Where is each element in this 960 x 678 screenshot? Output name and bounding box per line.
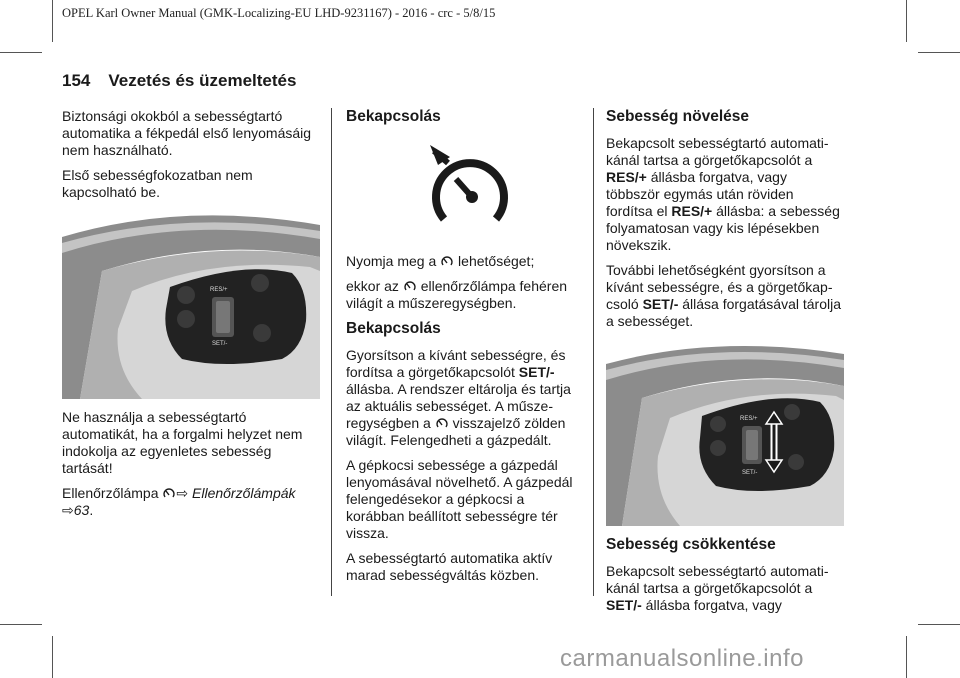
text: visszajelző zölden világít. Felengedheti a gázpedált.	[346, 415, 566, 448]
text: állása forgatásával tárolja a sebességet.	[606, 296, 842, 329]
paragraph	[346, 347, 584, 449]
paragraph: Ne használja a sebességtartó automatikát, ha a forgalmi helyzet nem indokolja az egyenletes sebesség tartását!	[62, 409, 303, 476]
text: állásba forgatva, vagy többször egymás után röviden fordítsa el	[606, 169, 794, 219]
text: Bekapcsolt sebességtartó automatikánál tartsa a görgetőkapcsolót a	[606, 563, 829, 596]
watermark: carmanualsonline.info	[560, 645, 804, 672]
header-note: OPEL Karl Owner Manual (GMK-Localizing-EU LHD-9231167) - 2016 - crc - 5/8/15	[62, 6, 496, 20]
switch-position: SET/-	[606, 597, 642, 613]
crop-mark	[906, 636, 907, 678]
page-title	[62, 71, 296, 91]
set-label: SET/-	[742, 470, 758, 476]
crop-mark	[52, 0, 53, 42]
cruise-control-icon	[403, 279, 417, 293]
switch-position: SET/-	[518, 364, 555, 380]
heading: Sebesség növelése	[606, 108, 750, 125]
cruise-control-symbol	[346, 143, 584, 243]
page-ref[interactable]: 63	[73, 502, 90, 518]
speedometer-icon	[162, 486, 176, 500]
text: állásba: a sebesség folyamatosan vagy kis lépésekben növekszik.	[606, 203, 840, 253]
text: Nyomja meg a	[346, 253, 441, 269]
text: .	[89, 502, 94, 518]
paragraph	[606, 135, 844, 254]
crop-mark	[906, 0, 907, 42]
res-label: RES/+	[740, 416, 758, 422]
text: Ellenőrzőlámpa	[62, 485, 163, 501]
page-number: 154	[62, 71, 91, 90]
column-divider	[593, 108, 594, 596]
text: Gyorsítson a kívánt sebességre, és fordítsa a görgetőkapcsolót	[346, 347, 566, 380]
column-2	[346, 108, 584, 592]
steering-wheel-switch-figure	[62, 209, 320, 399]
text: Bekapcsolt sebességtartó automatikánál tartsa a görgetőkapcsolót a	[606, 135, 829, 168]
paragraph	[346, 278, 584, 312]
crop-mark	[918, 624, 960, 625]
column-1	[62, 108, 320, 527]
text: ellenőrzőlámpa fehéren világít a műszeregységben.	[346, 278, 568, 311]
text: ekkor az	[346, 278, 403, 294]
heading: Sebesség csökkentése	[606, 536, 776, 553]
text: állásba. A rendszer eltárolja és tartja az aktuális sebességet. A műszeregységben a	[346, 381, 571, 431]
text: lehetőséget;	[454, 253, 535, 269]
switch-position: SET/-	[642, 296, 679, 312]
column-divider	[331, 108, 332, 596]
paragraph: A gépkocsi sebessége a gázpedál lenyomásával növelhető. A gázpedál felengedésekor a gépkocsi a korábban beállított sebességre tér vissza.	[346, 457, 573, 541]
text: állásba forgatva, vagy	[641, 597, 782, 613]
steering-wheel-switch-figure	[606, 340, 844, 526]
res-label: RES/+	[210, 287, 228, 293]
heading: Bekapcsolás	[346, 320, 441, 337]
paragraph	[606, 262, 844, 330]
paragraph	[346, 253, 584, 270]
cruise-control-icon	[440, 254, 454, 268]
cruise-control-icon	[435, 416, 449, 430]
crop-mark	[918, 52, 960, 53]
paragraph: Első sebességfokozatban nem kapcsolható be.	[62, 167, 253, 200]
switch-position: RES/+	[671, 203, 713, 219]
switch-position: RES/+	[606, 169, 647, 185]
crop-mark	[0, 624, 42, 625]
paragraph: Biztonsági okokból a sebességtartó automatika a fékpedál első lenyomásáig nem használható.	[62, 108, 312, 158]
crop-mark	[52, 636, 53, 678]
column-3	[606, 108, 844, 622]
set-label: SET/-	[212, 341, 228, 347]
text: További lehetőségként gyorsítson a kívánt sebességre, és a görgetőkapcsoló	[606, 262, 833, 312]
heading: Bekapcsolás	[346, 108, 441, 125]
paragraph	[606, 563, 844, 614]
crop-mark	[0, 52, 42, 53]
crossref-link[interactable]: Ellenőrzőlámpák	[192, 485, 296, 501]
ref-arrow: ⇨	[62, 502, 74, 518]
ref-arrow: ⇨	[176, 485, 189, 501]
section-title: Vezetés és üzemeltetés	[108, 71, 297, 90]
paragraph: A sebességtartó automatika aktív marad sebességváltás közben.	[346, 550, 553, 583]
paragraph	[62, 485, 320, 519]
